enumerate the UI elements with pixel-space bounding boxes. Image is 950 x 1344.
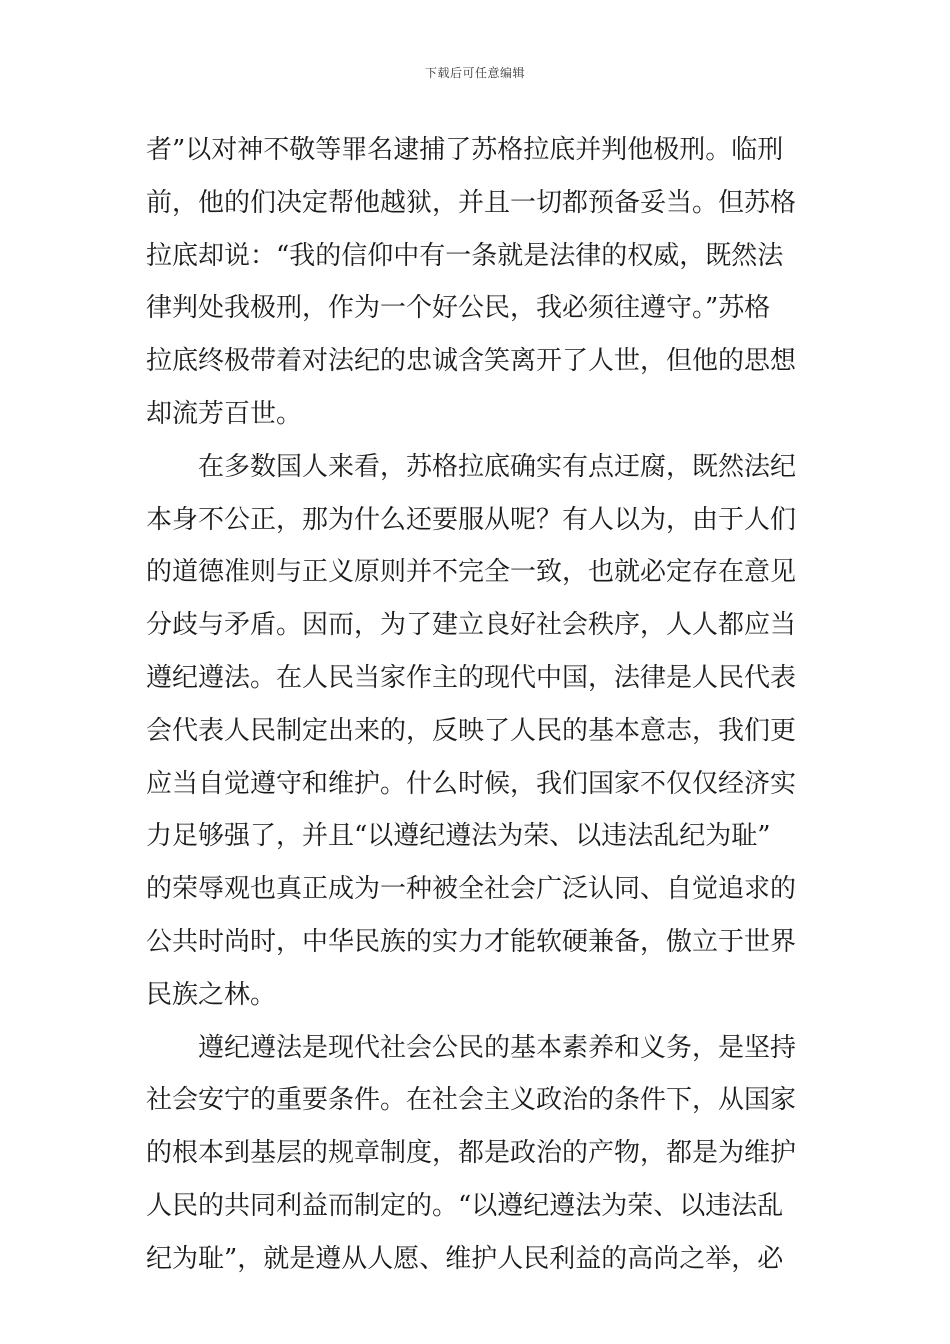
- text-line: 人民的共同利益而制定的。“以遵纪遵法为荣、以违法乱: [146, 1190, 784, 1221]
- text-line: 的根本到基层的规章制度，都是政治的产物，都是为维护: [146, 1138, 797, 1169]
- text-line: 公共时尚时，中华民族的实力才能软硬兼备，傲立于世界: [146, 926, 797, 957]
- text-line: 民族之林。: [146, 979, 277, 1010]
- text-line: 分歧与矛盾。因而，为了建立良好社会秩序，人人都应当: [146, 610, 797, 641]
- text-line: 前，他的们决定帮他越狱，并且一切都预备妥当。但苏格: [146, 187, 797, 218]
- document-body: [146, 124, 806, 1286]
- text-line: 者”以对神不敬等罪名逮捕了苏格拉底并判他极刑。临刑: [146, 135, 784, 165]
- text-line: 拉底却说：“我的信仰中有一条就是法律的权威，既然法: [146, 240, 784, 271]
- text-line: 却流芳百世。: [146, 398, 303, 429]
- text-line: 的道德准则与正义原则并不完全一致，也就必定存在意见: [146, 557, 797, 588]
- page-header: 下载后可任意编辑: [424, 66, 525, 80]
- text-line: 社会安宁的重要条件。在社会主义政治的条件下，从国家: [146, 1085, 797, 1116]
- text-line: 在多数国人来看，苏格拉底确实有点迂腐，既然法纪: [146, 451, 797, 482]
- text-line: 纪为耻”，就是遵从人愿、维护人民利益的高尚之举，必: [146, 1243, 784, 1274]
- text-line: 遵纪遵法。在人民当家作主的现代中国，法律是人民代表: [146, 662, 797, 693]
- text-line: 拉底终极带着对法纪的忠诚含笑离开了人世，但他的思想: [146, 346, 797, 377]
- text-line: 遵纪遵法是现代社会公民的基本素养和义务，是坚持: [146, 1032, 797, 1063]
- text-line: 应当自觉遵守和维护。什么时候，我们国家不仅仅经济实: [146, 768, 797, 799]
- text-line: 会代表人民制定出来的，反映了人民的基本意志，我们更: [146, 715, 797, 746]
- text-line: 的荣辱观也真正成为一种被全社会广泛认同、自觉追求的: [146, 874, 797, 905]
- text-line: 律判处我极刑，作为一个好公民，我必须往遵守。”苏格: [146, 293, 771, 324]
- text-line: 本身不公正，那为什么还要服从呢？有人以为，由于人们: [146, 504, 797, 535]
- text-line: 力足够强了，并且“以遵纪遵法为荣、以违法乱纪为耻”: [146, 821, 771, 852]
